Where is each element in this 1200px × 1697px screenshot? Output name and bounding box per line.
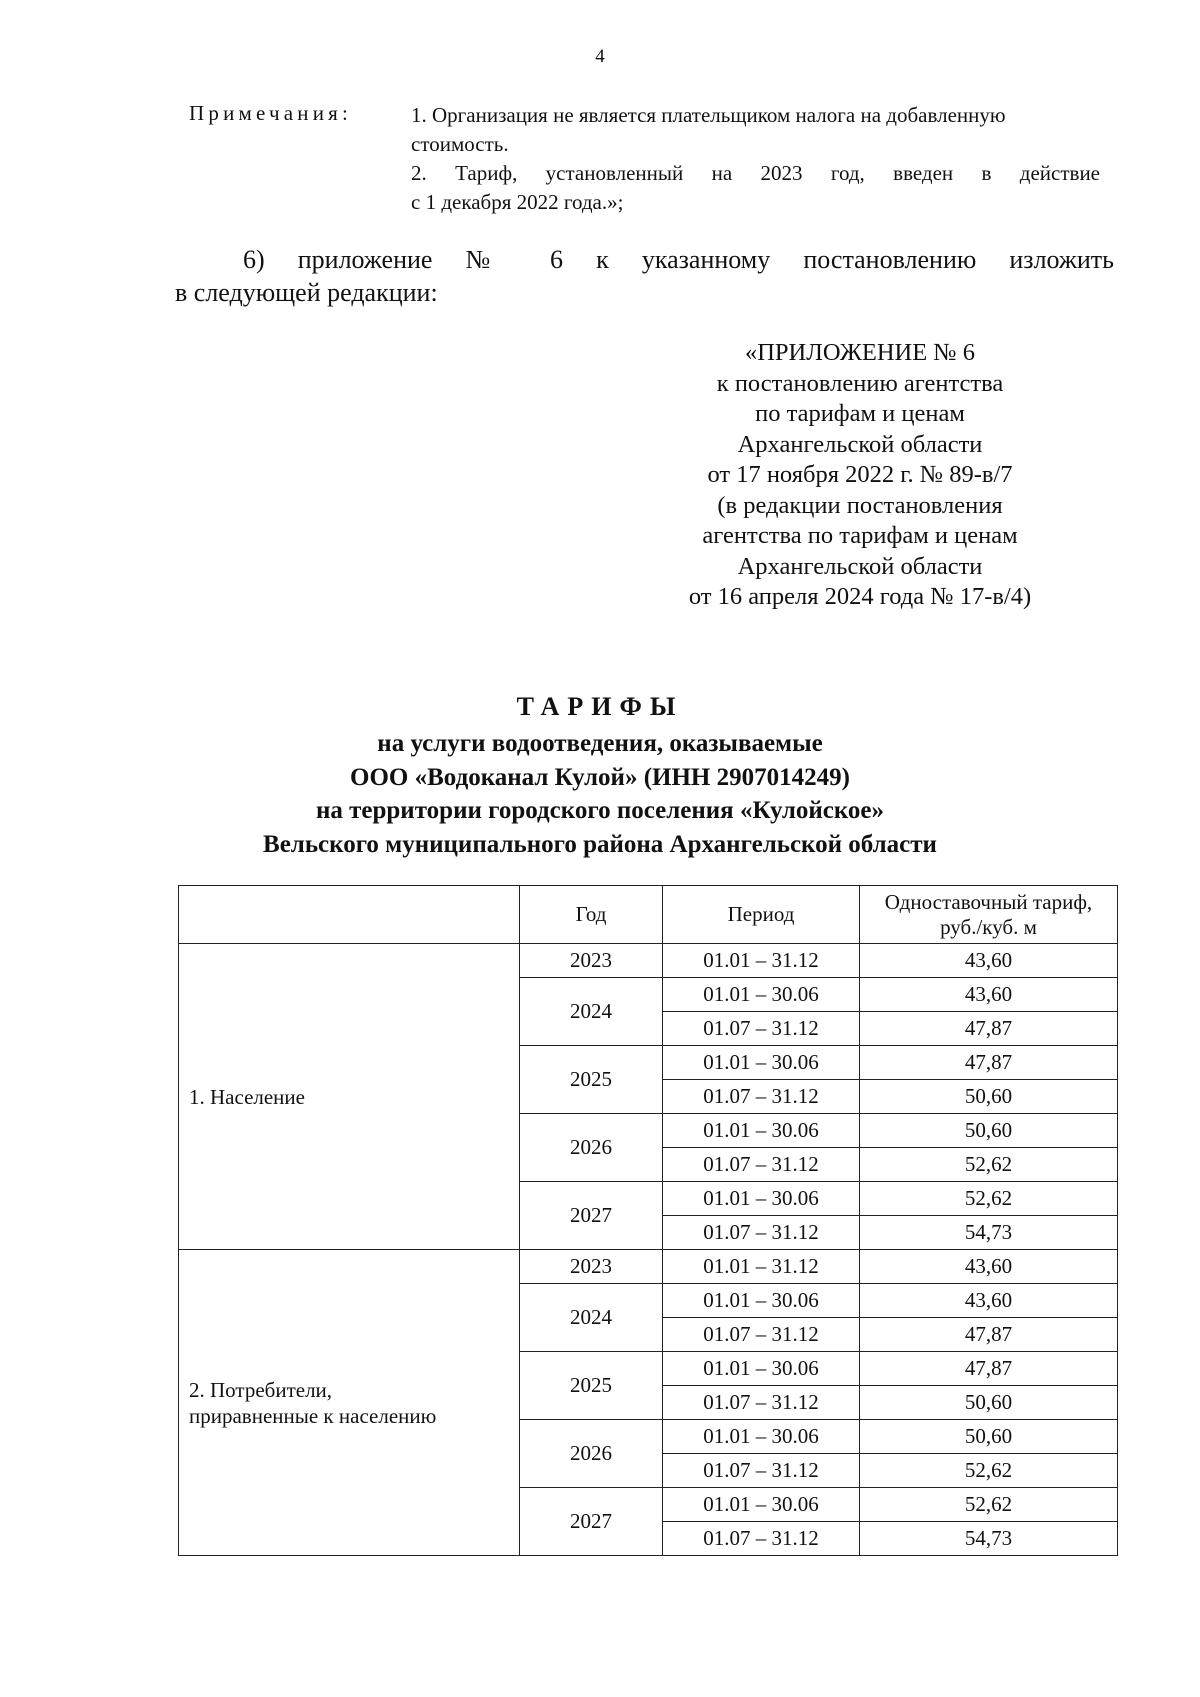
note-1 xyxy=(411,101,1100,159)
tariff-cell: 43,60 xyxy=(860,978,1118,1012)
year-cell: 2024 xyxy=(520,978,663,1046)
period-cell: 01.01 – 30.06 xyxy=(663,1182,860,1216)
group-name-line-1: 2. Потребители, xyxy=(189,1377,333,1402)
appendix-line: агентства по тарифам и ценам xyxy=(702,522,1018,549)
tariff-cell: 43,60 xyxy=(860,944,1118,978)
tariff-cell: 50,60 xyxy=(860,1080,1118,1114)
period-cell: 01.01 – 31.12 xyxy=(663,1250,860,1284)
header-tariff-line-1: Одноставочный тариф, xyxy=(884,889,1093,914)
tariff-cell: 54,73 xyxy=(860,1216,1118,1250)
header-group xyxy=(179,886,520,944)
period-cell: 01.07 – 31.12 xyxy=(663,1318,860,1352)
group-cell xyxy=(179,1250,520,1556)
tariff-cell: 47,87 xyxy=(860,1012,1118,1046)
year-cell: 2024 xyxy=(520,1284,663,1352)
table-header-row xyxy=(179,886,1118,944)
tariff-cell: 50,60 xyxy=(860,1386,1118,1420)
year-cell: 2027 xyxy=(520,1182,663,1250)
tariff-cell: 52,62 xyxy=(860,1148,1118,1182)
period-cell: 01.07 – 31.12 xyxy=(663,1080,860,1114)
group-name-line-1: 1. Население xyxy=(189,1084,305,1109)
tariff-cell: 47,87 xyxy=(860,1046,1118,1080)
period-cell: 01.01 – 30.06 xyxy=(663,1114,860,1148)
tariffs-table xyxy=(178,885,1118,1556)
note-1-line-2: стоимость. xyxy=(411,132,509,156)
tariff-cell: 52,62 xyxy=(860,1454,1118,1488)
subtitle-line: Вельского муниципального района Архангельской области xyxy=(263,830,937,858)
period-cell: 01.07 – 31.12 xyxy=(663,1386,860,1420)
header-year: Год xyxy=(520,886,663,944)
group-cell xyxy=(179,944,520,1250)
period-cell: 01.07 – 31.12 xyxy=(663,1148,860,1182)
note-2-line-2: с 1 декабря 2022 года.»; xyxy=(411,190,624,214)
tariff-cell: 52,62 xyxy=(860,1488,1118,1522)
header-period: Период xyxy=(663,886,860,944)
year-cell: 2026 xyxy=(520,1420,663,1488)
year-cell: 2026 xyxy=(520,1114,663,1182)
period-cell: 01.01 – 30.06 xyxy=(663,1046,860,1080)
tariff-cell: 43,60 xyxy=(860,1284,1118,1318)
period-cell: 01.07 – 31.12 xyxy=(663,1522,860,1556)
period-cell: 01.01 – 31.12 xyxy=(663,944,860,978)
tariff-cell: 50,60 xyxy=(860,1114,1118,1148)
period-cell: 01.07 – 31.12 xyxy=(663,1454,860,1488)
appendix-header xyxy=(620,338,1100,613)
appendix-line: к постановлению агентства xyxy=(716,369,1004,397)
item-6-paragraph xyxy=(175,243,1114,309)
year-cell: 2027 xyxy=(520,1488,663,1556)
item-6-line-2: в следующей редакции: xyxy=(175,278,438,307)
subtitle-line: на услуги водоотведения, оказываемые xyxy=(377,730,823,757)
tariff-cell: 52,62 xyxy=(860,1182,1118,1216)
period-cell: 01.07 – 31.12 xyxy=(663,1216,860,1250)
note-1-line-1: 1. Организация не является плательщиком налога на добавленную xyxy=(411,103,1006,127)
year-cell: 2025 xyxy=(520,1352,663,1420)
period-cell: 01.07 – 31.12 xyxy=(663,1012,860,1046)
appendix-line: (в редакции постановления xyxy=(717,491,1003,519)
subtitle-line: ООО «Водоканал Кулой» (ИНН 2907014249) xyxy=(350,763,850,791)
subtitle-line: на территории городского поселения «Кулойское» xyxy=(315,797,885,824)
group-name-line-2: приравненные к населению xyxy=(189,1403,437,1428)
appendix-line: от 17 ноября 2022 г. № 89-в/7 xyxy=(707,461,1013,488)
period-cell: 01.01 – 30.06 xyxy=(663,1352,860,1386)
page-number: 4 xyxy=(595,46,605,67)
period-cell: 01.01 – 30.06 xyxy=(663,1488,860,1522)
year-cell: 2023 xyxy=(520,1250,663,1284)
note-2 xyxy=(411,159,1100,217)
tariff-cell: 47,87 xyxy=(860,1318,1118,1352)
tariff-cell: 54,73 xyxy=(860,1522,1118,1556)
appendix-line: Архангельской области xyxy=(737,430,983,458)
item-6-line-1: 6) приложение № 6 к указанному постановлению изложить xyxy=(243,245,1114,274)
period-cell: 01.01 – 30.06 xyxy=(663,1284,860,1318)
table-row xyxy=(179,944,1118,978)
period-cell: 01.01 – 30.06 xyxy=(663,978,860,1012)
header-tariff xyxy=(860,886,1118,944)
appendix-line: Архангельской области xyxy=(737,552,983,580)
year-cell: 2023 xyxy=(520,944,663,978)
year-cell: 2025 xyxy=(520,1046,663,1114)
tariff-cell: 43,60 xyxy=(860,1250,1118,1284)
table-row xyxy=(179,1250,1118,1284)
appendix-line: по тарифам и ценам xyxy=(755,400,965,427)
tariff-cell: 47,87 xyxy=(860,1352,1118,1386)
tariff-cell: 50,60 xyxy=(860,1420,1118,1454)
notes-label: Примечания: xyxy=(189,101,353,125)
appendix-line: «ПРИЛОЖЕНИЕ № 6 xyxy=(744,339,976,366)
period-cell: 01.01 – 30.06 xyxy=(663,1420,860,1454)
document-title: ТАРИФЫ xyxy=(516,692,684,721)
document-subtitle xyxy=(0,727,1200,861)
appendix-line: от 16 апреля 2024 года № 17-в/4) xyxy=(688,583,1032,610)
header-tariff-line-2: руб./куб. м xyxy=(940,914,1037,939)
note-2-line-1: 2. Тариф, установленный на 2023 год, введен в действие xyxy=(411,161,1100,185)
